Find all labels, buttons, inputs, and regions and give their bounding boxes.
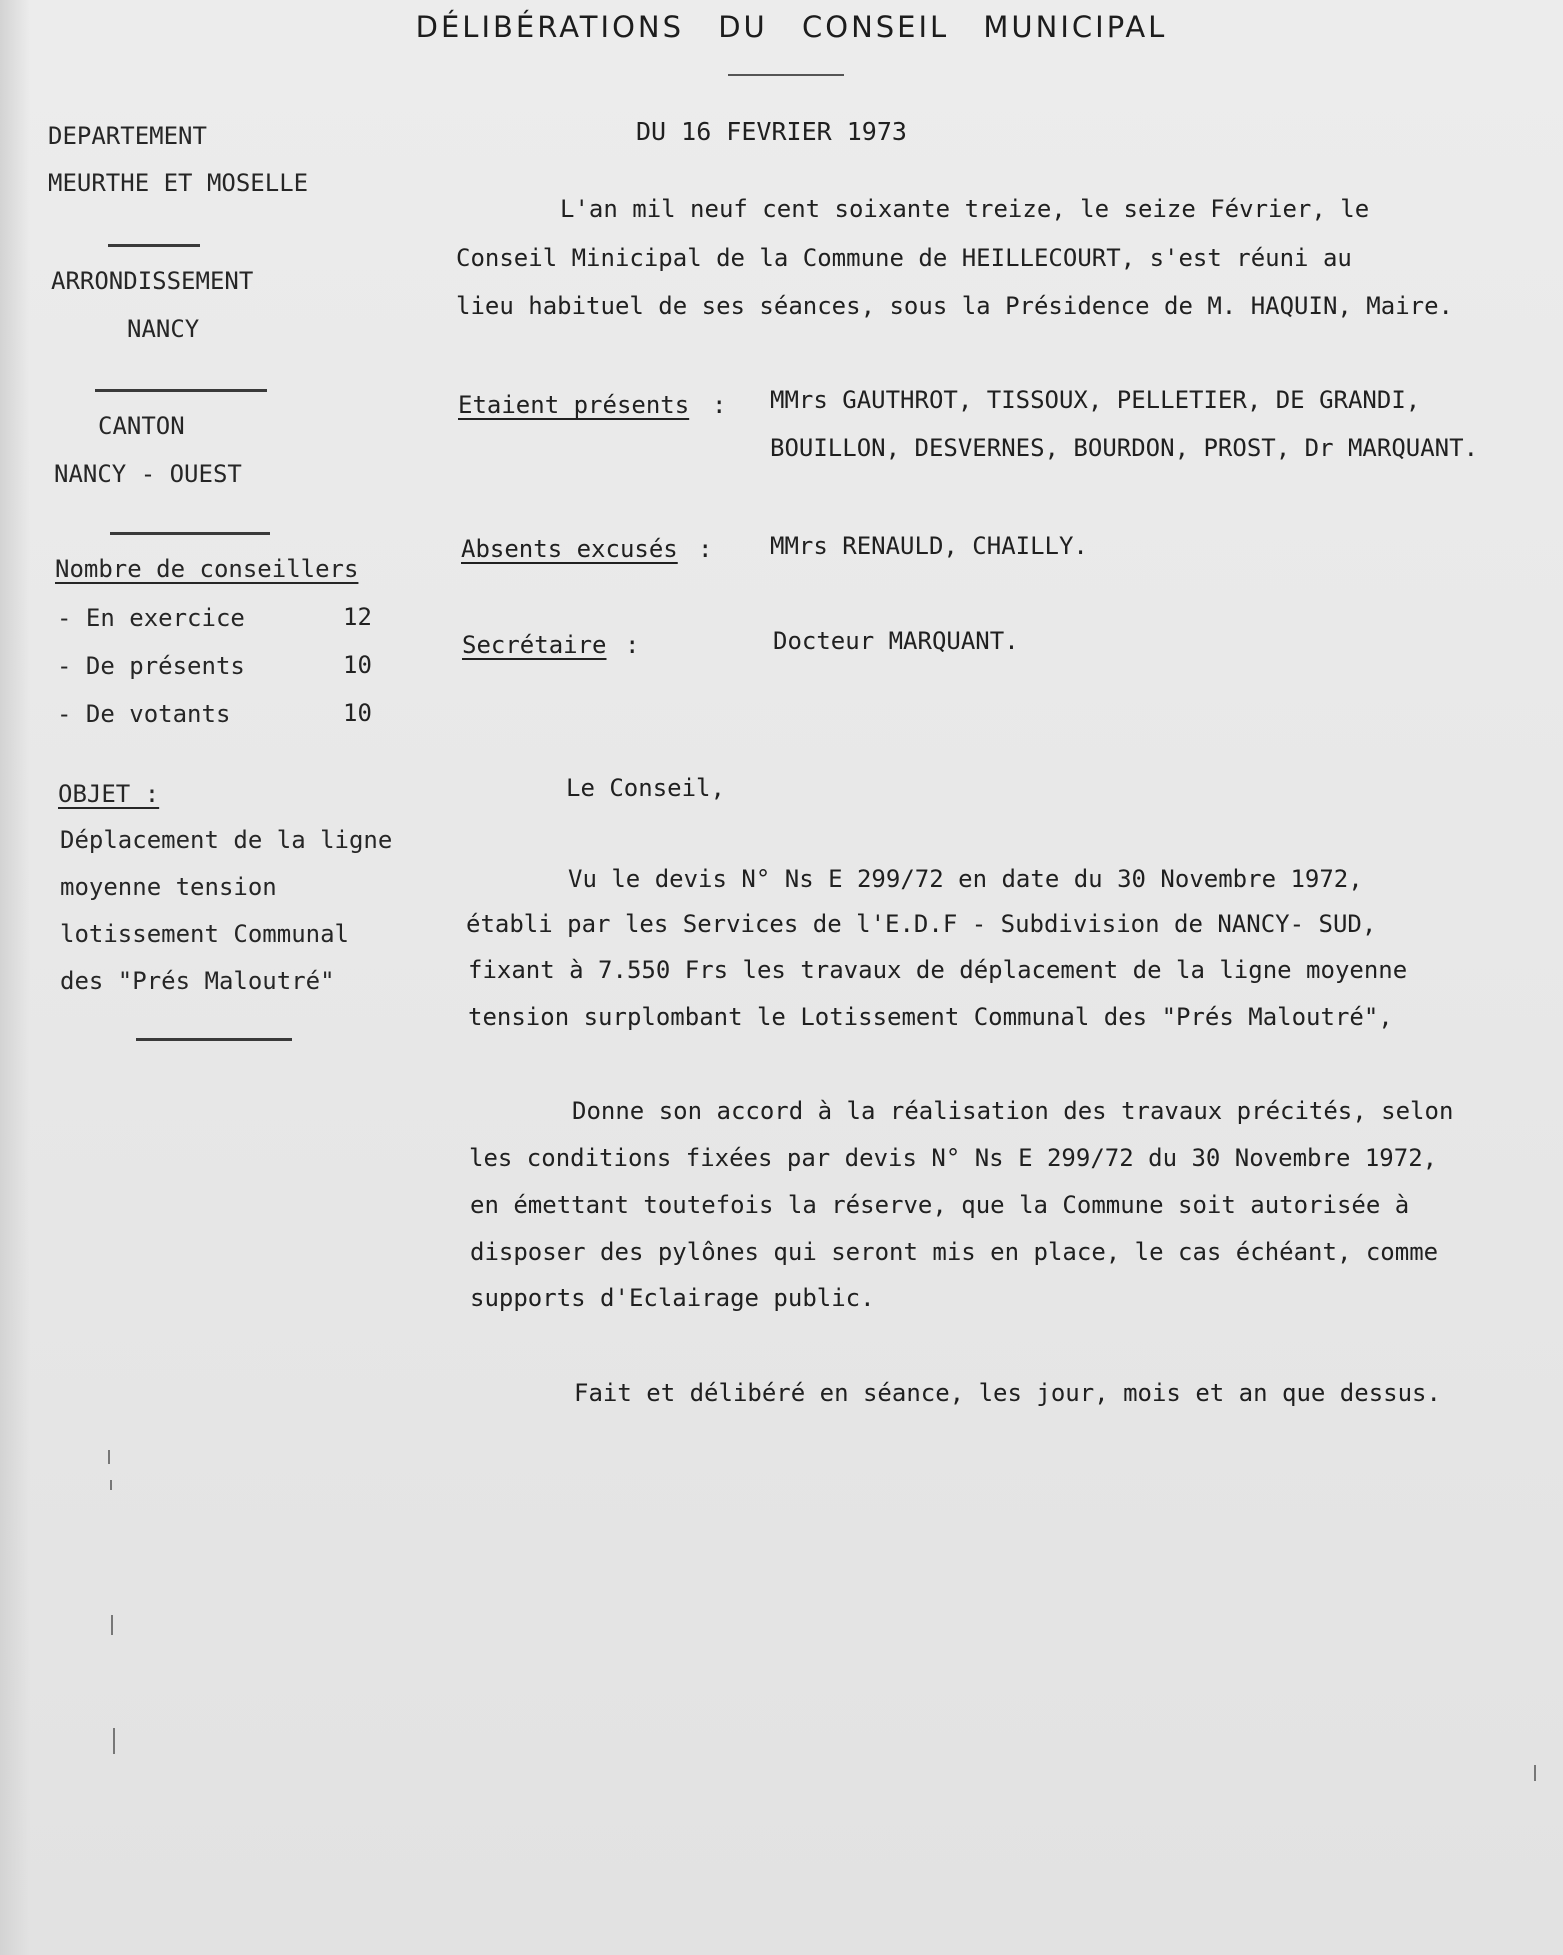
vu-line: Vu le devis N° Ns E 299/72 en date du 30 Novembre 1972, [568, 865, 1363, 893]
intro-line: lieu habituel de ses séances, sous la Présidence de M. HAQUIN, Maire. [456, 292, 1453, 320]
count-label-exercice: - En exercice [57, 604, 245, 632]
count-label-presents: - De présents [57, 652, 245, 680]
document-title: DÉLIBÉRATIONS DU CONSEIL MUNICIPAL [415, 10, 1168, 44]
canton-label: CANTON [98, 412, 185, 440]
vu-line: tension surplombant le Lotissement Communal des "Prés Maloutré", [468, 1003, 1393, 1031]
absents-label: Absents excusés [461, 535, 678, 563]
presents-colon: : [712, 391, 727, 419]
donne-line: en émettant toutefois la réserve, que la Commune soit autorisée à [470, 1191, 1410, 1219]
title-rule [728, 74, 844, 76]
count-value-votants: 10 [343, 699, 372, 727]
scan-speck [113, 1728, 115, 1754]
sidebar-rule [110, 532, 270, 535]
vu-line: fixant à 7.550 Frs les travaux de déplacement de la ligne moyenne [468, 956, 1408, 984]
scan-speck [111, 1615, 113, 1635]
absents-value: MMrs RENAULD, CHAILLY. [770, 532, 1088, 560]
presents-line: BOUILLON, DESVERNES, BOURDON, PROST, Dr MARQUANT. [770, 434, 1479, 462]
intro-line: Conseil Minicipal de la Commune de HEILLECOURT, s'est réuni au [456, 244, 1352, 272]
count-label-votants: - De votants [57, 700, 231, 728]
scan-speck [1534, 1765, 1536, 1781]
canton-value: NANCY - OUEST [54, 460, 242, 488]
conseillers-heading: Nombre de conseillers [55, 555, 359, 583]
objet-label: OBJET : [58, 780, 160, 808]
absents-colon: : [698, 535, 713, 563]
departement-value: MEURTHE ET MOSELLE [48, 169, 309, 197]
closing-line: Fait et délibéré en séance, les jour, mois et an que dessus. [574, 1379, 1441, 1407]
secretaire-label: Secrétaire [462, 631, 607, 659]
count-value-exercice: 12 [343, 603, 372, 631]
donne-line: Donne son accord à la réalisation des travaux précités, selon [572, 1097, 1454, 1125]
objet-line: des "Prés Maloutré" [60, 967, 335, 995]
secretaire-value: Docteur MARQUANT. [773, 627, 1019, 655]
objet-line: Déplacement de la ligne [60, 826, 393, 854]
sidebar-rule [136, 1038, 292, 1041]
count-value-presents: 10 [343, 651, 372, 679]
sidebar-rule [95, 389, 267, 392]
scan-speck [108, 1450, 110, 1464]
sidebar-rule [108, 244, 200, 247]
meeting-date: DU 16 FEVRIER 1973 [636, 117, 907, 146]
objet-line: moyenne tension [60, 873, 277, 901]
presents-label: Etaient présents [458, 391, 690, 419]
donne-line: supports d'Eclairage public. [470, 1284, 875, 1312]
vu-line: établi par les Services de l'E.D.F - Subdivision de NANCY- SUD, [466, 910, 1377, 938]
salutation: Le Conseil, [566, 774, 725, 802]
arrondissement-value: NANCY [127, 315, 200, 343]
intro-line: L'an mil neuf cent soixante treize, le seize Février, le [560, 195, 1370, 223]
presents-line: MMrs GAUTHROT, TISSOUX, PELLETIER, DE GRANDI, [770, 386, 1421, 414]
donne-line: disposer des pylônes qui seront mis en place, le cas échéant, comme [470, 1238, 1439, 1266]
donne-line: les conditions fixées par devis N° Ns E 299/72 du 30 Novembre 1972, [469, 1144, 1438, 1172]
scan-speck [110, 1480, 112, 1490]
objet-line: lotissement Communal [60, 920, 349, 948]
arrondissement-label: ARRONDISSEMENT [51, 267, 254, 295]
departement-label: DEPARTEMENT [48, 122, 207, 150]
secretaire-colon: : [625, 631, 640, 659]
